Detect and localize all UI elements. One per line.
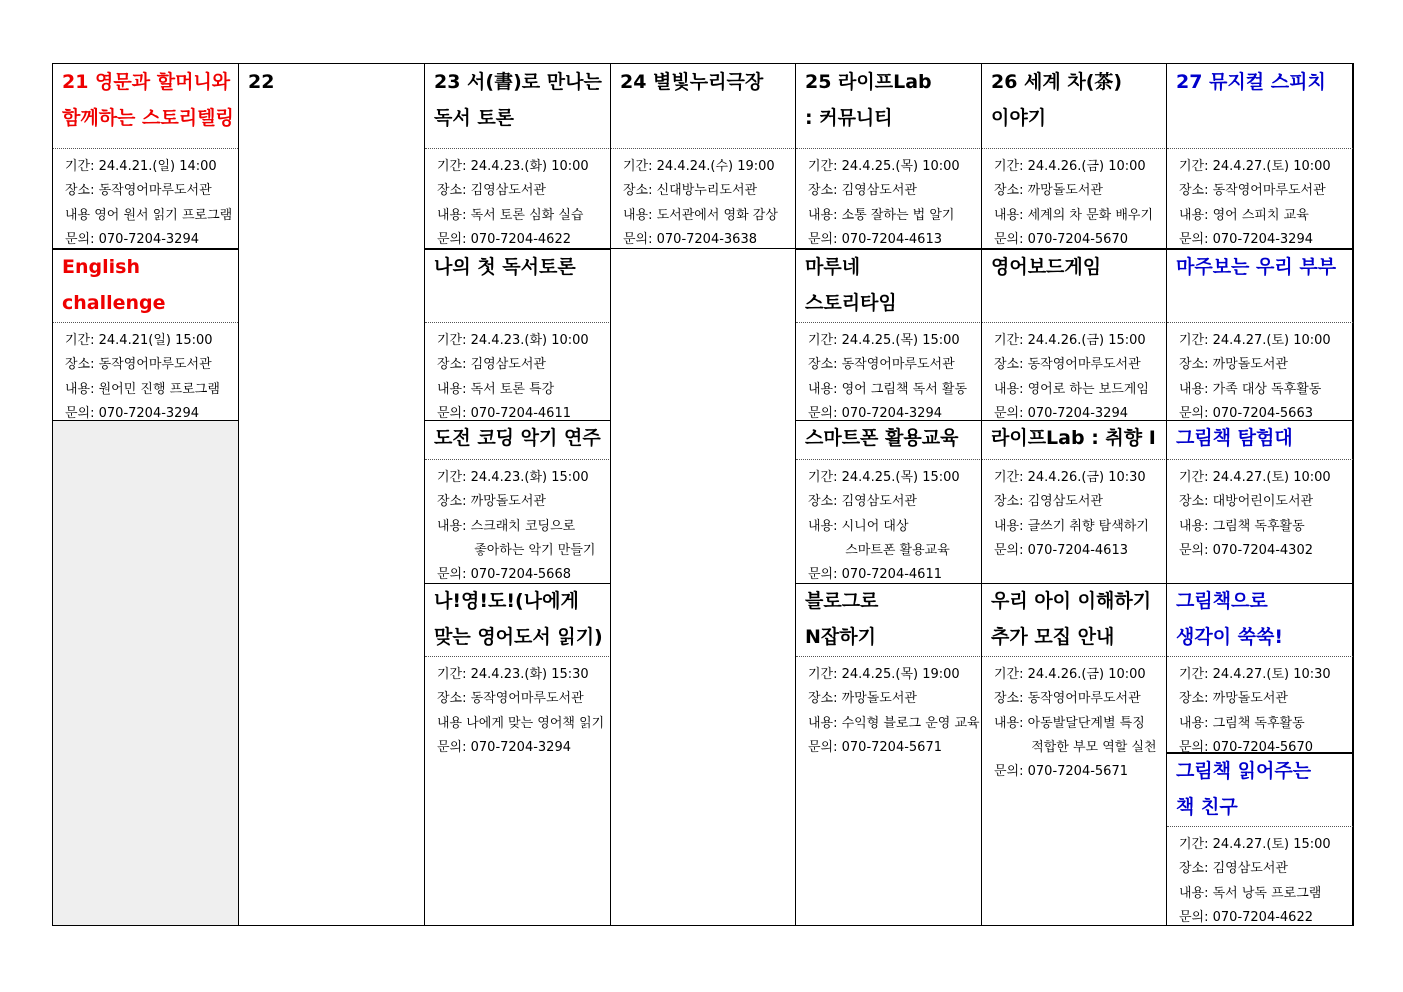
event-detail-line: 기간: 24.4.25.(목) 15:00 xyxy=(808,470,960,485)
event-detail-line: 내용: 소통 잘하는 법 알기 xyxy=(808,207,955,223)
event-details xyxy=(1167,148,1353,248)
event-detail-line: 문의: 070-7204-5668 xyxy=(437,567,571,583)
event-detail-line: 장소: 김영삼도서관 xyxy=(437,183,546,199)
event-detail-line: 내용: 그림책 독후활동 xyxy=(1179,715,1305,731)
event-card xyxy=(1167,249,1353,420)
event-detail-line: 문의: 070-7204-5663 xyxy=(1179,405,1313,421)
event-card xyxy=(1167,583,1353,755)
event-details xyxy=(982,148,1167,248)
event-detail-line: 장소: 동작영어마루도서관 xyxy=(994,691,1141,707)
event-detail-line: 기간: 24.4.26.(금) 10:00 xyxy=(994,159,1146,174)
event-detail-line: 내용: 세계의 차 문화 배우기 xyxy=(994,207,1154,223)
event-detail-line: 내용: 원어민 진행 프로그램 xyxy=(65,381,220,397)
event-detail-line: 기간: 24.4.23.(화) 10:00 xyxy=(437,159,589,174)
event-detail-line: 스마트폰 활용교육 xyxy=(808,542,950,558)
event-details xyxy=(1167,826,1353,925)
event-title: 스마트폰 활용교육 xyxy=(805,427,959,449)
event-card xyxy=(1167,64,1353,248)
event-detail-line: 내용: 그림책 독후활동 xyxy=(1179,518,1305,534)
event-detail-line: 기간: 24.4.25.(목) 10:00 xyxy=(808,159,960,174)
event-card xyxy=(425,64,611,248)
event-detail-line: 문의: 070-7204-4622 xyxy=(437,231,571,247)
event-detail-line: 장소: 동작영어마루도서관 xyxy=(65,183,212,199)
event-card xyxy=(982,249,1167,420)
event-card xyxy=(611,64,796,248)
event-details xyxy=(425,459,611,583)
event-title: 그림책 읽어주는 책 친구 xyxy=(1176,760,1312,818)
event-title: 나!영!도!(나에게 맞는 영어도서 읽기) xyxy=(434,590,603,648)
event-title: 23 서(書)로 만나는 독서 토론 xyxy=(434,71,602,129)
event-detail-line: 내용: 영어 스피치 교육 xyxy=(1179,207,1309,223)
event-detail-line: 내용: 영어로 하는 보드게임 xyxy=(994,381,1149,397)
event-detail-line: 장소: 까망돌도서관 xyxy=(1179,691,1288,707)
event-detail-line: 문의: 070-7204-4622 xyxy=(1179,909,1313,925)
event-title: 21 영문과 할머니와 함께하는 스토리텔링 xyxy=(62,71,234,129)
event-detail-line: 장소: 김영삼도서관 xyxy=(808,183,917,199)
event-card xyxy=(53,64,238,248)
event-title: 그림책으로 생각이 쑥쑥! xyxy=(1176,590,1284,648)
event-bottom-border xyxy=(982,925,1167,926)
event-detail-line: 기간: 24.4.25.(목) 19:00 xyxy=(808,667,960,682)
event-details xyxy=(1167,656,1353,755)
event-detail-line: 장소: 김영삼도서관 xyxy=(1179,861,1288,877)
event-detail-line: 내용: 독서 토론 심화 실습 xyxy=(437,207,584,223)
event-detail-line: 내용: 도서관에서 영화 감상 xyxy=(623,207,778,223)
event-detail-line: 문의: 070-7204-3294 xyxy=(437,739,571,755)
event-title: 27 뮤지컬 스피치 xyxy=(1176,71,1326,93)
event-details xyxy=(611,148,796,248)
event-card xyxy=(982,64,1167,248)
event-detail-line: 내용: 가족 대상 독후활동 xyxy=(1179,381,1322,397)
event-card xyxy=(425,420,611,583)
event-detail-line: 장소: 김영삼도서관 xyxy=(808,494,917,510)
event-detail-line: 기간: 24.4.23.(화) 15:00 xyxy=(437,470,589,485)
event-detail-line: 장소: 김영삼도서관 xyxy=(994,494,1103,510)
event-detail-line: 기간: 24.4.27.(토) 10:30 xyxy=(1179,667,1331,682)
event-detail-line: 문의: 070-7204-4302 xyxy=(1179,542,1313,558)
event-detail-line: 내용: 아동발달단계별 특징 xyxy=(994,715,1145,731)
day-column xyxy=(424,64,611,925)
event-detail-line: 기간: 24.4.27.(토) 10:00 xyxy=(1179,333,1331,348)
event-bottom-border xyxy=(611,248,796,249)
event-detail-line: 내용: 시니어 대상 xyxy=(808,518,909,534)
event-bottom-border xyxy=(425,925,611,926)
event-detail-line: 장소: 까망돌도서관 xyxy=(994,183,1103,199)
event-card xyxy=(796,249,982,420)
event-title: 나의 첫 독서토론 xyxy=(434,256,576,278)
event-detail-line: 문의: 070-7204-5670 xyxy=(1179,739,1313,755)
event-detail-line: 기간: 24.4.25.(목) 15:00 xyxy=(808,333,960,348)
day-column xyxy=(795,64,982,925)
event-card xyxy=(796,583,982,925)
event-card xyxy=(425,583,611,925)
event-title: 영어보드게임 xyxy=(991,256,1102,278)
event-detail-line: 기간: 24.4.23.(화) 10:00 xyxy=(437,333,589,348)
event-title: 마루네 스토리타임 xyxy=(805,256,897,314)
event-title: 블로그로 N잡하기 xyxy=(805,590,879,648)
event-details xyxy=(982,459,1167,583)
event-title: 25 라이프Lab : 커뮤니티 xyxy=(805,71,932,129)
event-detail-line: 내용: 수익형 블로그 운영 교육 xyxy=(808,715,980,731)
event-details xyxy=(53,148,238,248)
day-column xyxy=(981,64,1167,925)
event-details xyxy=(796,148,982,248)
event-detail-line: 내용 영어 원서 읽기 프로그램 xyxy=(65,207,233,223)
event-detail-line: 문의: 070-7204-3294 xyxy=(808,405,942,421)
event-detail-line: 장소: 동작영어마루도서관 xyxy=(808,357,955,373)
event-bottom-border xyxy=(1167,925,1353,926)
event-detail-line: 문의: 070-7204-4613 xyxy=(994,542,1128,558)
event-detail-line: 문의: 070-7204-3638 xyxy=(623,231,757,247)
event-details xyxy=(53,322,238,420)
event-detail-line: 장소: 동작영어마루도서관 xyxy=(994,357,1141,373)
event-detail-line: 장소: 까망돌도서관 xyxy=(808,691,917,707)
event-title: 24 별빛누리극장 xyxy=(620,71,764,93)
event-detail-line: 문의: 070-7204-4611 xyxy=(437,405,571,421)
event-detail-line: 장소: 까망돌도서관 xyxy=(437,494,546,510)
event-details xyxy=(425,656,611,925)
event-details xyxy=(1167,322,1353,420)
event-detail-line: 장소: 김영삼도서관 xyxy=(437,357,546,373)
event-detail-line: 문의: 070-7204-3294 xyxy=(1179,231,1313,247)
event-detail-line: 문의: 070-7204-3294 xyxy=(65,405,199,421)
event-detail-line: 기간: 24.4.24.(수) 19:00 xyxy=(623,159,775,174)
event-details xyxy=(425,322,611,420)
event-detail-line: 내용: 독서 낭독 프로그램 xyxy=(1179,885,1322,901)
day-column xyxy=(238,64,425,925)
event-detail-line: 문의: 070-7204-5671 xyxy=(994,764,1128,780)
event-title: 라이프Lab : 취향 I xyxy=(991,427,1156,449)
event-detail-line: 내용 나에게 맞는 영어책 읽기 xyxy=(437,715,605,731)
event-detail-line: 장소: 신대방누리도서관 xyxy=(623,183,758,199)
event-title: 26 세계 차(茶) 이야기 xyxy=(991,71,1123,129)
event-detail-line: 기간: 24.4.26.(금) 10:00 xyxy=(994,667,1146,682)
event-details xyxy=(796,322,982,420)
event-detail-line: 기간: 24.4.27.(토) 15:00 xyxy=(1179,837,1331,852)
event-detail-line: 문의: 070-7204-5671 xyxy=(808,739,942,755)
event-details xyxy=(1167,459,1353,583)
event-card xyxy=(1167,753,1353,925)
event-detail-line: 내용: 글쓰기 취향 탐색하기 xyxy=(994,518,1149,534)
event-detail-line: 내용: 스크래치 코딩으로 xyxy=(437,518,576,534)
event-card xyxy=(1167,420,1353,583)
event-title: English challenge xyxy=(62,256,166,314)
event-detail-line: 내용: 영어 그림책 독서 활동 xyxy=(808,381,968,397)
event-bottom-border xyxy=(796,925,982,926)
event-title: 그림책 탐험대 xyxy=(1176,427,1293,449)
event-detail-line: 기간: 24.4.23.(화) 15:30 xyxy=(437,667,589,682)
event-detail-line: 장소: 동작영어마루도서관 xyxy=(65,357,212,373)
event-card xyxy=(796,64,982,248)
event-card xyxy=(425,249,611,420)
event-details xyxy=(425,148,611,248)
event-details xyxy=(982,656,1167,925)
event-detail-line: 문의: 070-7204-5670 xyxy=(994,231,1128,247)
event-details xyxy=(982,322,1167,420)
event-details xyxy=(796,459,982,583)
event-detail-line: 내용: 독서 토론 특강 xyxy=(437,381,555,397)
event-detail-line: 문의: 070-7204-4613 xyxy=(808,231,942,247)
event-card xyxy=(53,249,238,420)
event-detail-line: 문의: 070-7204-3294 xyxy=(65,231,199,247)
event-card xyxy=(982,420,1167,583)
day-column xyxy=(610,64,796,925)
event-detail-line: 기간: 24.4.26.(금) 10:30 xyxy=(994,470,1146,485)
event-title: 도전 코딩 악기 연주 xyxy=(434,427,601,449)
event-detail-line: 장소: 동작영어마루도서관 xyxy=(437,691,584,707)
event-detail-line: 기간: 24.4.21.(일) 14:00 xyxy=(65,159,217,174)
day-column xyxy=(1166,64,1353,925)
weekly-calendar xyxy=(52,63,1354,926)
event-bottom-border xyxy=(53,420,238,421)
event-card xyxy=(982,583,1167,925)
event-detail-line: 적합한 부모 역할 실천 xyxy=(994,739,1157,755)
event-detail-line: 장소: 동작영어마루도서관 xyxy=(1179,183,1326,199)
day-column xyxy=(53,64,238,925)
event-detail-line: 기간: 24.4.26.(금) 15:00 xyxy=(994,333,1146,348)
event-details xyxy=(796,656,982,925)
event-title: 우리 아이 이해하기 추가 모집 안내 xyxy=(991,590,1152,648)
event-detail-line: 좋아하는 악기 만들기 xyxy=(437,542,596,558)
event-detail-line: 기간: 24.4.27.(토) 10:00 xyxy=(1179,470,1331,485)
event-detail-line: 문의: 070-7204-3294 xyxy=(994,405,1128,421)
event-detail-line: 장소: 대방어린이도서관 xyxy=(1179,494,1314,510)
event-detail-line: 기간: 24.4.21(일) 15:00 xyxy=(65,333,213,348)
event-detail-line: 기간: 24.4.27.(토) 10:00 xyxy=(1179,159,1331,174)
event-card xyxy=(796,420,982,583)
event-detail-line: 문의: 070-7204-4611 xyxy=(808,567,942,583)
day-number: 22 xyxy=(248,71,275,93)
event-title: 마주보는 우리 부부 xyxy=(1176,256,1337,278)
event-detail-line: 장소: 까망돌도서관 xyxy=(1179,357,1288,373)
